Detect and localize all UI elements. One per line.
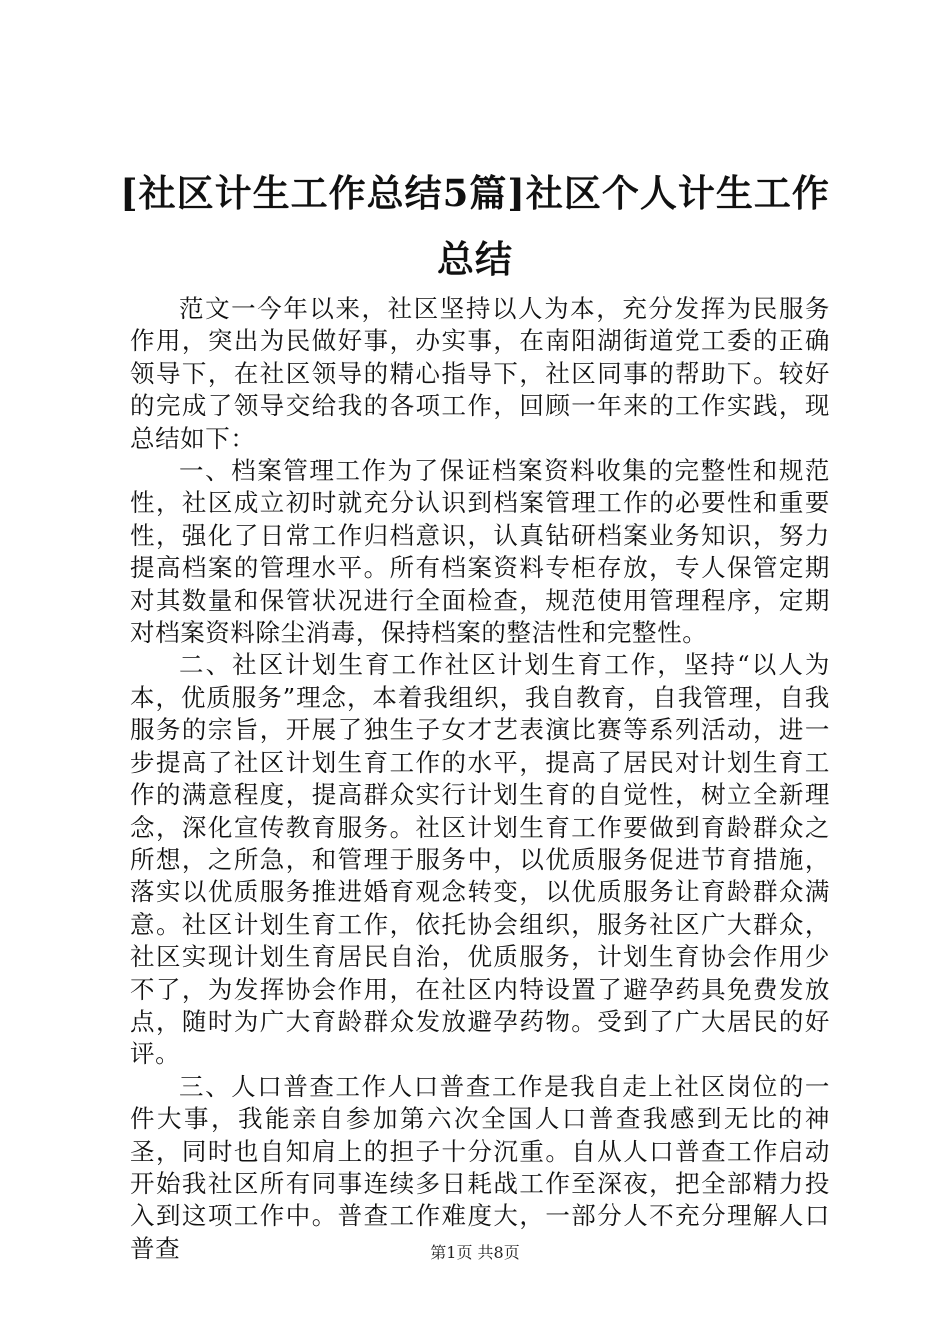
document-body (130, 293, 830, 1265)
paragraph-family-planning: 二、社区计划生育工作社区计划生育工作，坚持“以人为本，优质服务”理念，本着我组织，我自教育，自我管理，自我服务的宗旨，开展了独生子女才艺表演比赛等系列活动，进一步提高了社区计划生育工作的水平，提高了居民对计划生育工作的满意程度，提高群众实行计划生育的自觉性，树立全新理念，深化宣传教育服务。社区计划生育工作要做到育龄群众之所想，之所急，和管理于服务中，以优质服务促进节育措施，落实以优质服务推进婚育观念转变，以优质服务让育龄群众满意。社区计划生育工作，依托协会组织，服务社区广大群众，社区实现计划生育居民自治，优质服务，计划生育协会作用少不了，为发挥协会作用，在社区内特设置了避孕药具免费发放点，随时为广大育龄群众发放避孕药物。受到了广大居民的好评。 (130, 650, 830, 1069)
paragraph-intro: 范文一今年以来，社区坚持以人为本，充分发挥为民服务作用，突出为民做好事，办实事，在南阳湖街道党工委的正确领导下，在社区领导的精心指导下，社区同事的帮助下。较好的完成了领导交给我的各项工作，回顾一年来的工作实践，现总结如下： (130, 294, 830, 453)
paragraph-archive-management: 一、档案管理工作为了保证档案资料收集的完整性和规范性，社区成立初时就充分认识到档案管理工作的必要性和重要性，强化了日常工作归档意识，认真钻研档案业务知识，努力提高档案的管理水平。所有档案资料专柜存放，专人保管定期对其数量和保管状况进行全面检查，规范使用管理程序，定期对档案资料除尘消毒，保持档案的整洁性和完整性。 (130, 456, 830, 648)
paragraph-census: 三、人口普查工作人口普查工作是我自走上社区岗位的一件大事，我能亲自参加第六次全国人口普查我感到无比的神圣，同时也自知肩上的担子十分沉重。自从人口普查工作启动开始我社区所有同事连续多日耗战工作至深夜，把全部精力投入到这项工作中。普查工作难度大，一部分人不充分理解人口普查 (130, 1071, 830, 1263)
page-number: 第1页 共8页 (430, 1243, 520, 1262)
document-title: [社区计生工作总结5篇]社区个人计生工作总结 (120, 171, 830, 281)
